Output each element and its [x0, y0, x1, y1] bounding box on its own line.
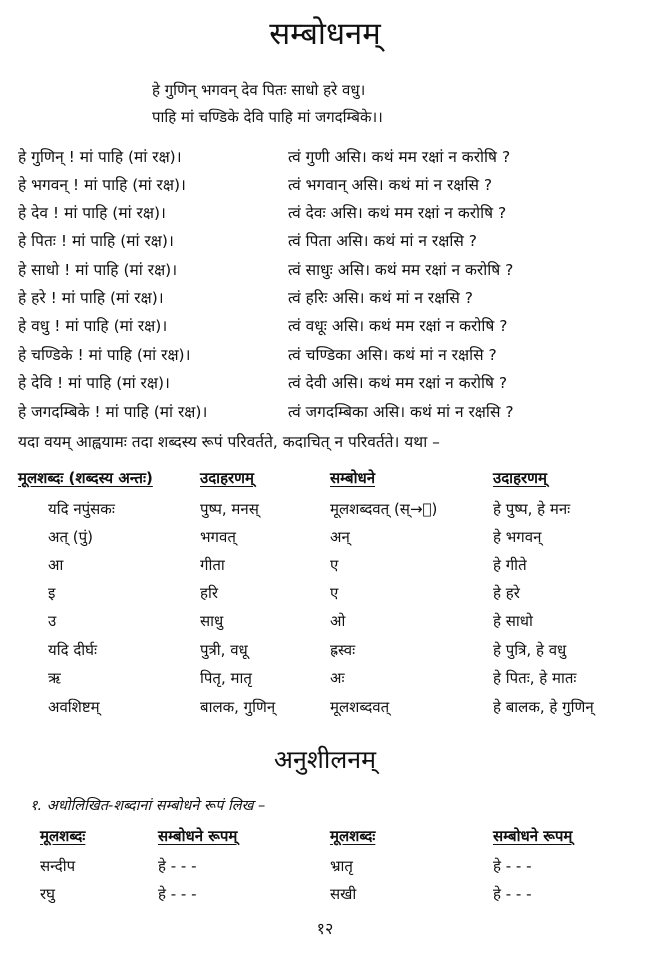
example-right: त्वं गुणी असि। कथं मम रक्षां न करोषि ? — [288, 148, 511, 166]
table-cell: हे गीते — [493, 556, 527, 574]
explanation-note: यदा वयम् आह्वयामः तदा शब्दस्य रूपं परिवर्तते, कदाचित् न परिवर्तते। यथा – — [18, 433, 440, 451]
table-cell: यदि नपुंसकः — [48, 500, 115, 518]
table-cell: ह्रस्वः — [330, 641, 356, 659]
table-cell: भ्रातृ — [330, 857, 353, 875]
table-cell: हे पुत्रि, हे वधु — [493, 641, 567, 659]
exercise-instruction: १. अधोलिखित-शब्दानां सम्बोधने रूपं लिख – — [30, 798, 266, 814]
table-cell: अवशिष्टम् — [48, 698, 100, 716]
table-cell: मूलशब्दवत् — [330, 698, 390, 716]
example-left: हे देव ! मां पाहि (मां रक्ष)। — [18, 204, 166, 222]
table-cell: हे - - - — [158, 885, 197, 903]
table-header: सम्बोधने — [330, 469, 376, 487]
example-right: त्वं देवः असि। कथं मम रक्षां न करोषि ? — [288, 204, 507, 222]
example-left: हे पितः ! मां पाहि (मां रक्ष)। — [18, 232, 174, 250]
table-cell: हे साधो — [493, 612, 533, 630]
table-cell: ओ — [330, 612, 346, 630]
example-right: त्वं वधूः असि। कथं मम रक्षां न करोषि ? — [288, 317, 508, 335]
table-header: सम्बोधने रूपम् — [158, 827, 238, 845]
page-number: १२ — [316, 919, 334, 938]
table-cell: हे पुष्प, हे मनः — [493, 500, 571, 518]
table-cell: पितृ, मातृ — [200, 669, 252, 687]
table-header: उदाहरणम् — [200, 469, 254, 487]
table-cell: यदि दीर्घः — [48, 641, 98, 659]
example-left: हे चण्डिके ! मां पाहि (मां रक्ष)। — [18, 346, 191, 364]
table-cell: ऋ — [48, 669, 61, 687]
table-header: मूलशब्दः (शब्दस्य अन्तः) — [18, 469, 153, 487]
verse-line-2: पाहि मां चण्डिके देवि पाहि मां जगदम्बिके।। — [152, 108, 383, 126]
table-cell: सन्दीप — [40, 857, 76, 875]
table-cell: हे बालक, हे गुणिन् — [493, 698, 594, 716]
verse-line-1: हे गुणिन् भगवन् देव पितः साधो हरे वधु। — [152, 81, 366, 99]
example-right: त्वं चण्डिका असि। कथं मां न रक्षसि ? — [288, 346, 497, 364]
example-left: हे भगवन् ! मां पाहि (मां रक्ष)। — [18, 176, 186, 194]
table-cell: हरि — [200, 584, 218, 602]
table-header: मूलशब्दः — [330, 827, 376, 845]
exercise-title: अनुशीलनम् — [273, 745, 377, 774]
table-cell: आ — [48, 556, 64, 574]
table-header: उदाहरणम् — [493, 469, 547, 487]
table-header: सम्बोधने रूपम् — [493, 827, 573, 845]
example-left: हे साधो ! मां पाहि (मां रक्ष)। — [18, 261, 178, 279]
table-cell: सखी — [330, 885, 357, 903]
table-cell: अः — [330, 669, 345, 687]
table-cell: हे पितः, हे मातः — [493, 669, 577, 687]
example-left: हे वधु ! मां पाहि (मां रक्ष)। — [18, 317, 168, 335]
example-right: त्वं जगदम्बिका असि। कथं मां न रक्षसि ? — [288, 403, 514, 421]
example-right: त्वं साधुः असि। कथं मम रक्षां न करोषि ? — [288, 261, 514, 279]
example-right: त्वं देवी असि। कथं मम रक्षां न करोषि ? — [288, 374, 508, 392]
table-cell: गीता — [200, 556, 225, 574]
table-cell: रघु — [40, 885, 56, 903]
table-cell: अत् (पुं) — [48, 528, 94, 546]
table-cell: हे - - - — [493, 857, 532, 875]
table-cell: हे भगवन् — [493, 528, 542, 546]
table-cell: अन् — [330, 528, 350, 546]
page-title: सम्बोधनम् — [269, 16, 381, 52]
table-cell: इ — [48, 584, 56, 602]
example-left: हे देवि ! मां पाहि (मां रक्ष)। — [18, 374, 170, 392]
table-header: मूलशब्दः — [40, 827, 86, 845]
table-cell: पुत्री, वधू — [200, 641, 248, 659]
example-right: त्वं पिता असि। कथं मां न रक्षसि ? — [288, 232, 477, 250]
table-cell: उ — [48, 612, 57, 630]
example-right: त्वं हरिः असि। कथं मां न रक्षसि ? — [288, 289, 474, 307]
example-left: हे गुणिन् ! मां पाहि (मां रक्ष)। — [18, 148, 182, 166]
example-right: त्वं भगवान् असि। कथं मां न रक्षसि ? — [288, 176, 493, 194]
table-cell: मूलशब्दवत् (स्→ः) — [330, 500, 438, 518]
table-cell: भगवत् — [200, 528, 236, 546]
table-cell: पुष्प, मनस् — [200, 500, 259, 518]
table-cell: हे - - - — [158, 857, 197, 875]
table-cell: हे - - - — [493, 885, 532, 903]
table-cell: हे हरे — [493, 584, 520, 602]
example-left: हे जगदम्बिके ! मां पाहि (मां रक्ष)। — [18, 403, 208, 421]
table-cell: बालक, गुणिन् — [200, 698, 276, 716]
table-cell: साधु — [200, 612, 224, 630]
table-cell: ए — [330, 584, 339, 602]
example-left: हे हरे ! मां पाहि (मां रक्ष)। — [18, 289, 164, 307]
table-cell: ए — [330, 556, 339, 574]
